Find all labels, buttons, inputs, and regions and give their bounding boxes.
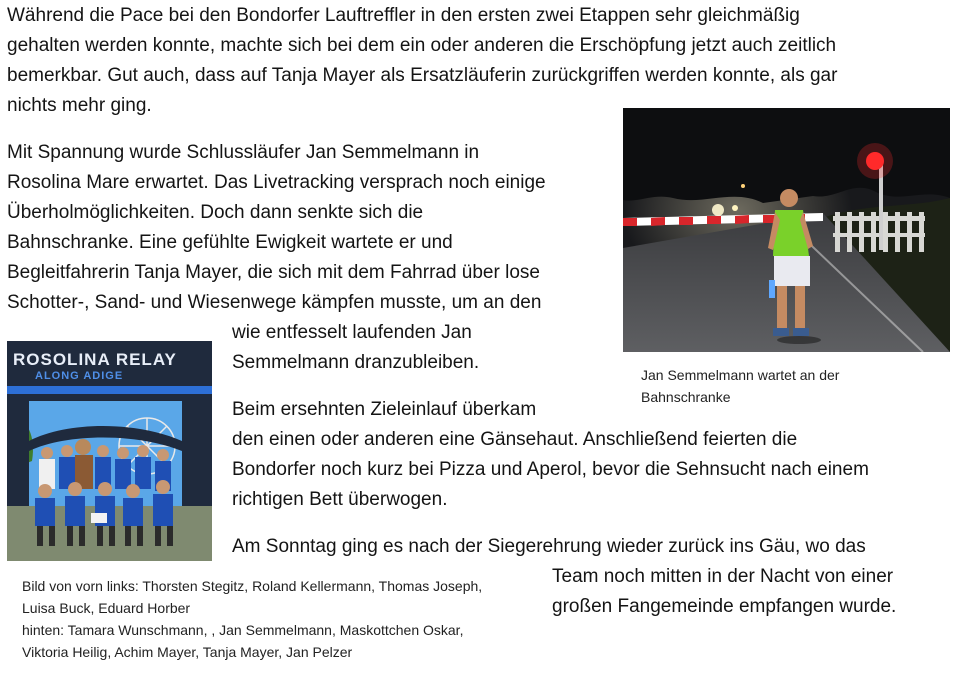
text-line: wie entfesselt laufenden Jan (232, 322, 472, 343)
text-line: Begleitfahrerin Tanja Mayer, die sich mit dem Fahrrad über lose (7, 262, 540, 283)
text-line: nichts mehr ging. (7, 95, 152, 116)
team-photo (7, 341, 212, 561)
banner-subtext: ALONG ADIGE (35, 370, 124, 382)
text-line: großen Fangemeinde empfangen wurde. (552, 596, 897, 617)
text-line: Überholmöglichkeiten. Doch dann senkte sich die (7, 202, 424, 223)
text-line: Rosolina Mare erwartet. Das Livetracking versprach noch einige (7, 172, 546, 193)
text-line: gehalten werden konnte, machte sich bei dem ein oder anderen die Erschöpfung jetzt auch zeitlich (7, 35, 837, 56)
text-line: Während die Pace bei den Bondorfer Lauftreffler in den ersten zwei Etappen sehr gleichmäßig (7, 5, 800, 26)
team-caption-line: Luisa Buck, Eduard Horber (22, 600, 191, 616)
banner-text: ROSOLINA RELAY (13, 350, 177, 369)
text-line: richtigen Bett überwogen. (232, 489, 448, 510)
night-photo-caption-line: Bahnschranke (641, 389, 731, 405)
text-line: Bahnschranke. Eine gefühlte Ewigkeit wartete er und (7, 232, 453, 253)
night-photo-caption-line: Jan Semmelmann wartet an der (641, 367, 840, 383)
text-line: Team noch mitten in der Nacht von einer (552, 566, 894, 587)
text-line: den einen oder anderen eine Gänsehaut. Anschließend feierten die (232, 429, 798, 450)
text-line: Schotter-, Sand- und Wiesenwege kämpfen musste, um an den (7, 292, 542, 313)
text-line: Beim ersehnten Zieleinlauf überkam (232, 399, 537, 420)
team-caption-line: Bild von vorn links: Thorsten Stegitz, Roland Kellermann, Thomas Joseph, (22, 578, 483, 594)
text-line: Semmelmann dranzubleiben. (232, 352, 480, 373)
team-caption-line: Viktoria Heilig, Achim Mayer, Tanja Mayer, Jan Pelzer (22, 644, 353, 660)
railway-barrier-image (623, 108, 950, 352)
text-line: Am Sonntag ging es nach der Siegerehrung wieder zurück ins Gäu, wo das (232, 536, 866, 557)
text-line: Bondorfer noch kurz bei Pizza und Aperol, bevor die Sehnsucht nach einem (232, 459, 869, 480)
text-line: Mit Spannung wurde Schlussläufer Jan Semmelmann in (7, 142, 480, 163)
text-line: bemerkbar. Gut auch, dass auf Tanja Mayer als Ersatzläuferin zurückgriffen werden konnte, als gar (7, 65, 838, 86)
railway-barrier-photo (623, 108, 950, 352)
team-caption-line: hinten: Tamara Wunschmann, , Jan Semmelmann, Maskottchen Oskar, (22, 622, 464, 638)
